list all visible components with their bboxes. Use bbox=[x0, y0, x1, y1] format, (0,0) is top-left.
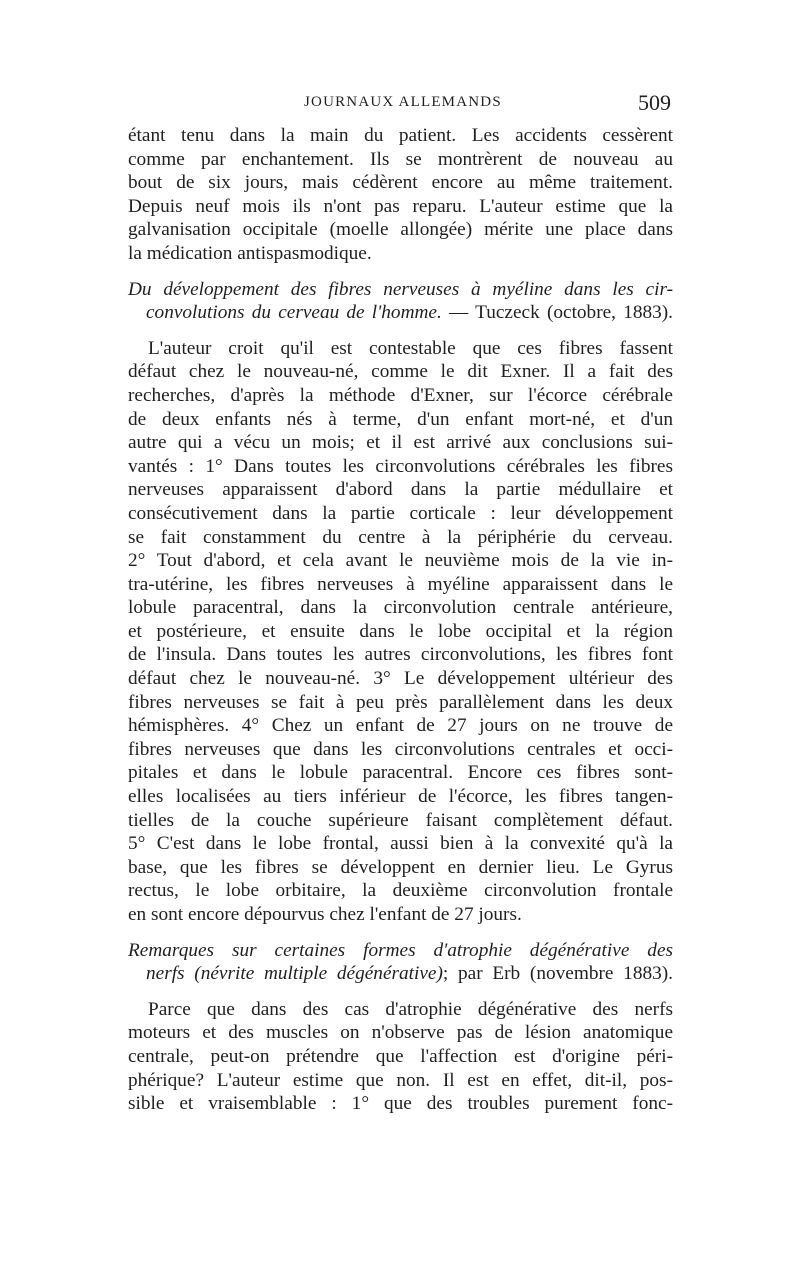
text-line: fibres nerveuses se fait à peu près parallèlement dans les deux bbox=[128, 691, 673, 713]
text-line: en sont encore dépourvus chez l'enfant de 27 jours. bbox=[128, 904, 522, 925]
paragraph-1 bbox=[128, 124, 673, 266]
article-heading-2 bbox=[128, 939, 673, 986]
text-line: fibres nerveuses que dans les circonvolutions centrales et occi- bbox=[128, 738, 673, 760]
heading-line bbox=[128, 962, 673, 986]
page-number: 509 bbox=[638, 90, 671, 115]
running-title: JOURNAUX ALLEMANDS bbox=[304, 94, 502, 110]
text-line: pitales et dans le lobule paracentral. Encore ces fibres sont- bbox=[128, 762, 673, 784]
paragraph-2 bbox=[128, 337, 673, 927]
text-line: base, que les fibres se développent en dernier lieu. Le Gyrus bbox=[128, 856, 673, 878]
text-line: sible et vraisemblable : 1° que des troubles purement fonc- bbox=[128, 1093, 673, 1115]
heading-title-end: convolutions du cerveau de l'homme. bbox=[146, 302, 442, 324]
running-head bbox=[128, 90, 673, 124]
heading-line bbox=[128, 301, 673, 325]
paragraph-3 bbox=[128, 998, 673, 1116]
text-line: tra-utérine, les fibres nerveuses à myéline apparaissent dans le bbox=[128, 573, 673, 595]
text-line: tielles de la couche supérieure faisant complètement défaut. bbox=[128, 809, 673, 831]
text-line: la médication antispasmodique. bbox=[128, 242, 372, 264]
text-line: consécutivement dans la partie corticale : leur développement bbox=[128, 502, 673, 524]
text-line: de deux enfants nés à terme, d'un enfant mort-né, et d'un bbox=[128, 408, 673, 430]
text-line: comme par enchantement. Ils se montrèrent de nouveau au bbox=[128, 148, 673, 170]
heading-author: ; par Erb (novembre 1883). bbox=[442, 963, 673, 985]
text-line: Depuis neuf mois ils n'ont pas reparu. L'auteur estime que la bbox=[128, 195, 673, 217]
text-line: Parce que dans des cas d'atrophie dégénérative des nerfs bbox=[148, 998, 673, 1020]
text-line: moteurs et des muscles on n'observe pas de lésion anatomique bbox=[128, 1022, 673, 1044]
text-line: vantés : 1° Dans toutes les circonvolutions cérébrales les fibres bbox=[128, 455, 673, 477]
text-line: L'auteur croit qu'il est contestable que ces fibres fassent bbox=[148, 337, 673, 359]
text-line: défaut chez le nouveau-né. 3° Le développement ultérieur des bbox=[128, 668, 673, 690]
text-line: elles localisées au tiers inférieur de l'écorce, les fibres tangen- bbox=[128, 786, 673, 808]
heading-title-end: nerfs (névrite multiple dégénérative) bbox=[146, 963, 443, 985]
text-line: rectus, le lobe orbitaire, la deuxième circonvolution frontale bbox=[128, 880, 673, 902]
article-heading-1 bbox=[128, 278, 673, 325]
text-line: défaut chez le nouveau-né, comme le dit Exner. Il a fait des bbox=[128, 361, 673, 383]
text-line: se fait constamment du centre à la périphérie du cerveau. bbox=[128, 526, 673, 548]
heading-line: Remarques sur certaines formes d'atrophie dégénérative des bbox=[128, 939, 673, 961]
text-line: 5° C'est dans le lobe frontal, aussi bien à la convexité qu'à la bbox=[128, 833, 673, 855]
text-line: étant tenu dans la main du patient. Les accidents cessèrent bbox=[128, 125, 673, 146]
book-page bbox=[128, 90, 673, 1128]
text-line: lobule paracentral, dans la circonvolution centrale antérieure, bbox=[128, 597, 673, 619]
text-line: nerveuses apparaissent d'abord dans la partie médullaire et bbox=[128, 479, 673, 501]
text-line: galvanisation occipitale (moelle allongée) mérite une place dans bbox=[128, 219, 673, 241]
text-line: hémisphères. 4° Chez un enfant de 27 jours on ne trouve de bbox=[128, 715, 673, 737]
heading-line: Du développement des fibres nerveuses à myéline dans les cir- bbox=[128, 278, 673, 300]
text-line: de l'insula. Dans toutes les autres circonvolutions, les fibres font bbox=[128, 644, 673, 666]
text-line: 2° Tout d'abord, et cela avant le neuvième mois de la vie in- bbox=[128, 550, 673, 572]
text-line: recherches, d'après la méthode d'Exner, sur l'écorce cérébrale bbox=[128, 384, 673, 406]
text-line: centrale, peut-on prétendre que l'affection est d'origine péri- bbox=[128, 1045, 673, 1067]
text-line: et postérieure, et ensuite dans le lobe occipital et la région bbox=[128, 620, 673, 642]
heading-author: — Tuczeck (octobre, 1883). bbox=[441, 302, 673, 324]
text-line: phérique? L'auteur estime que non. Il est en effet, dit-il, pos- bbox=[128, 1069, 673, 1091]
text-line: bout de six jours, mais cédèrent encore au même traitement. bbox=[128, 172, 673, 194]
text-line: autre qui a vécu un mois; et il est arrivé aux conclusions sui- bbox=[128, 432, 673, 454]
